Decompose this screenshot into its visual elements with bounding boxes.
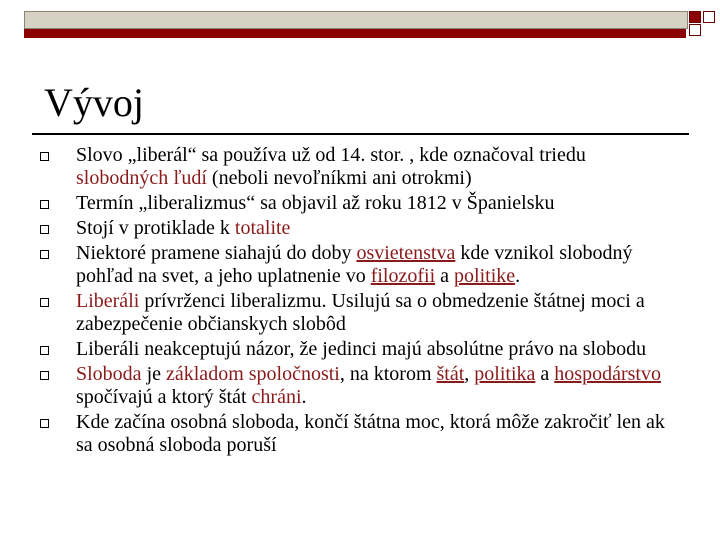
bullet-text: (neboli nevoľníkmi ani otrokmi) [206,167,472,189]
bullet-item [40,338,680,361]
highlight-text: totalite [234,217,291,239]
corner-square-outline-right [703,11,715,23]
bullet-item [40,363,680,409]
bullet-text: . [301,386,307,408]
bullet-item [40,217,680,240]
bullet-text: prívrženci liberalizmu. Usilujú sa o obmedzenie štátnej moci a zabezpečenie občianskych slobôd [76,290,645,335]
bullet-item [40,411,680,457]
bullet-text: spočívajú a ktorý štát [76,386,252,408]
bullet-text: Slovo „liberál“ sa používa už od 14. stor. , kde označoval triedu [76,144,586,166]
link-text[interactable]: štát [436,363,465,385]
square-bullet-icon [40,152,49,161]
link-text[interactable]: osvietenstva [356,242,456,264]
highlight-text: slobodných ľudí [76,167,207,189]
bullet-text: , na ktorom [339,363,437,385]
slide-title: Vývoj [44,80,144,125]
header-accent-line [24,29,686,38]
corner-square-outline-bottom [689,24,701,36]
bullet-text: a [435,265,455,287]
square-bullet-icon [40,346,49,355]
link-text[interactable]: politika [474,363,536,385]
highlight-text: Liberáli [76,290,140,312]
link-text[interactable]: politike [454,265,516,287]
bullet-text: Stojí v protiklade k [76,217,235,239]
highlight-text: základom spoločnosti [166,363,340,385]
bullet-text: Termín „liberalizmus“ sa objavil až roku 1812 v Španielsku [76,192,555,214]
bullet-text: Kde začína osobná sloboda, končí štátna moc, ktorá môže zakročiť len ak sa osobná sloboda poruší [76,411,665,456]
bullet-text: kde vznikol slobodný pohľad na svet, a jeho uplatnenie vo [76,242,633,287]
bullet-text: Liberáli neakceptujú názor, že jedinci majú absolútne právo na slobodu [76,338,647,360]
bullet-list [40,144,680,457]
highlight-text: chráni [251,386,302,408]
corner-square-filled [689,11,701,23]
bullet-item [40,144,680,190]
square-bullet-icon [40,371,49,380]
highlight-text: Sloboda [76,363,142,385]
square-bullet-icon [40,225,49,234]
square-bullet-icon [40,298,49,307]
bullet-text: a [535,363,555,385]
link-text[interactable]: hospodárstvo [554,363,661,385]
bullet-text: je [141,363,166,385]
bullet-text: Niektoré pramene siahajú do doby [76,242,357,264]
bullet-text: , [464,363,475,385]
bullet-item [40,192,680,215]
title-divider [32,133,689,135]
square-bullet-icon [40,250,49,259]
square-bullet-icon [40,419,49,428]
bullet-item [40,290,680,336]
header-bar [24,11,688,29]
bullet-text: . [515,265,521,287]
link-text[interactable]: filozofii [370,265,436,287]
square-bullet-icon [40,200,49,209]
bullet-item [40,242,680,288]
